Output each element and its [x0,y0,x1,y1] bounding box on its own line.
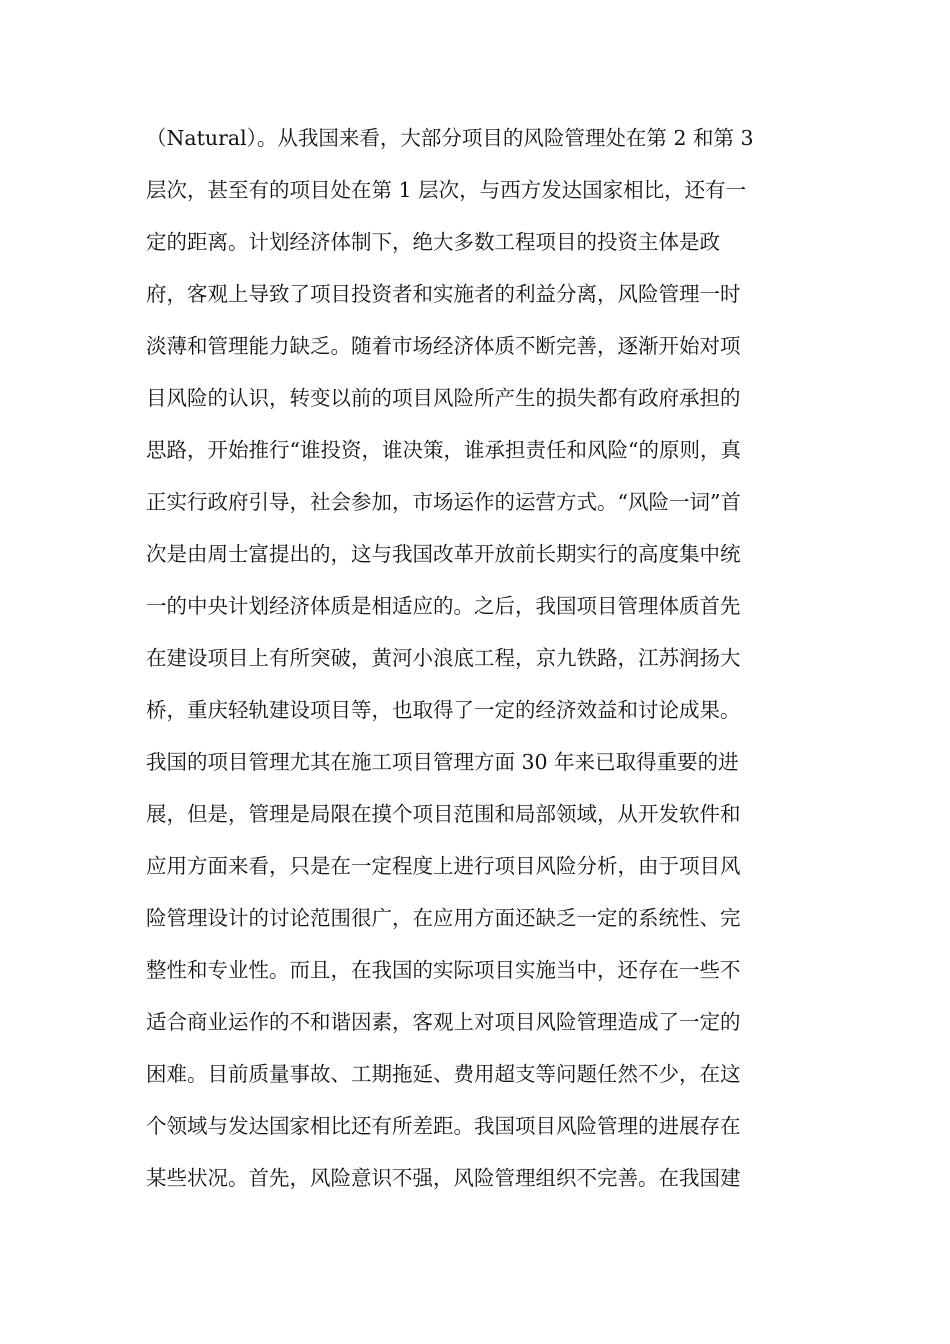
text-line: 在建设项目上有所突破，黄河小浪底工程，京九铁路，江苏润扬大 [146,646,741,670]
text-line: 一的中央计划经济体质是相适应的。之后，我国项目管理体质首先 [146,594,741,618]
text-line: 桥，重庆轻轨建设项目等，也取得了一定的经济效益和讨论成果。 [146,698,741,722]
text-line: 个领域与发达国家相比还有所差距。我国项目风险管理的进展存在 [146,1114,741,1138]
text-line: 思路，开始推行“谁投资，谁决策，谁承担责任和风险“的原则，真 [146,438,741,462]
text-line: 正实行政府引导，社会参加，市场运作的运营方式。“风险一词”首 [146,490,741,514]
text-line: 目风险的认识，转变以前的项目风险所产生的损失都有政府承担的 [146,386,741,410]
text-line: 府，客观上导致了项目投资者和实施者的利益分离，风险管理一时 [146,282,741,306]
text-line: 适合商业运作的不和谐因素，客观上对项目风险管理造成了一定的 [146,1010,741,1034]
text-line: 淡薄和管理能力缺乏。随着市场经济体质不断完善，逐渐开始对项 [146,334,741,358]
text-line: 层次，甚至有的项目处在第 1 层次，与西方发达国家相比，还有一 [146,178,747,202]
text-line: 整性和专业性。而且，在我国的实际项目实施当中，还存在一些不 [146,958,741,982]
text-line: 某些状况。首先，风险意识不强，风险管理组织不完善。在我国建 [146,1166,741,1190]
text-line: 我国的项目管理尤其在施工项目管理方面 30 年来已取得重要的进 [146,750,739,774]
text-line: 应用方面来看，只是在一定程度上进行项目风险分析，由于项目风 [146,854,741,878]
text-line: （Natural）。从我国来看，大部分项目的风险管理处在第 2 和第 3 [146,126,754,150]
text-line: 困难。目前质量事故、工期拖延、费用超支等问题任然不少，在这 [146,1062,741,1086]
text-line: 次是由周士富提出的，这与我国改革开放前长期实行的高度集中统 [146,542,741,566]
text-line: 定的距离。计划经济体制下，绝大多数工程项目的投资主体是政 [146,230,720,254]
body-paragraph [146,112,806,1204]
text-line: 展，但是，管理是局限在摸个项目范围和局部领域，从开发软件和 [146,802,741,826]
text-line: 险管理设计的讨论范围很广，在应用方面还缺乏一定的系统性、完 [146,906,741,930]
